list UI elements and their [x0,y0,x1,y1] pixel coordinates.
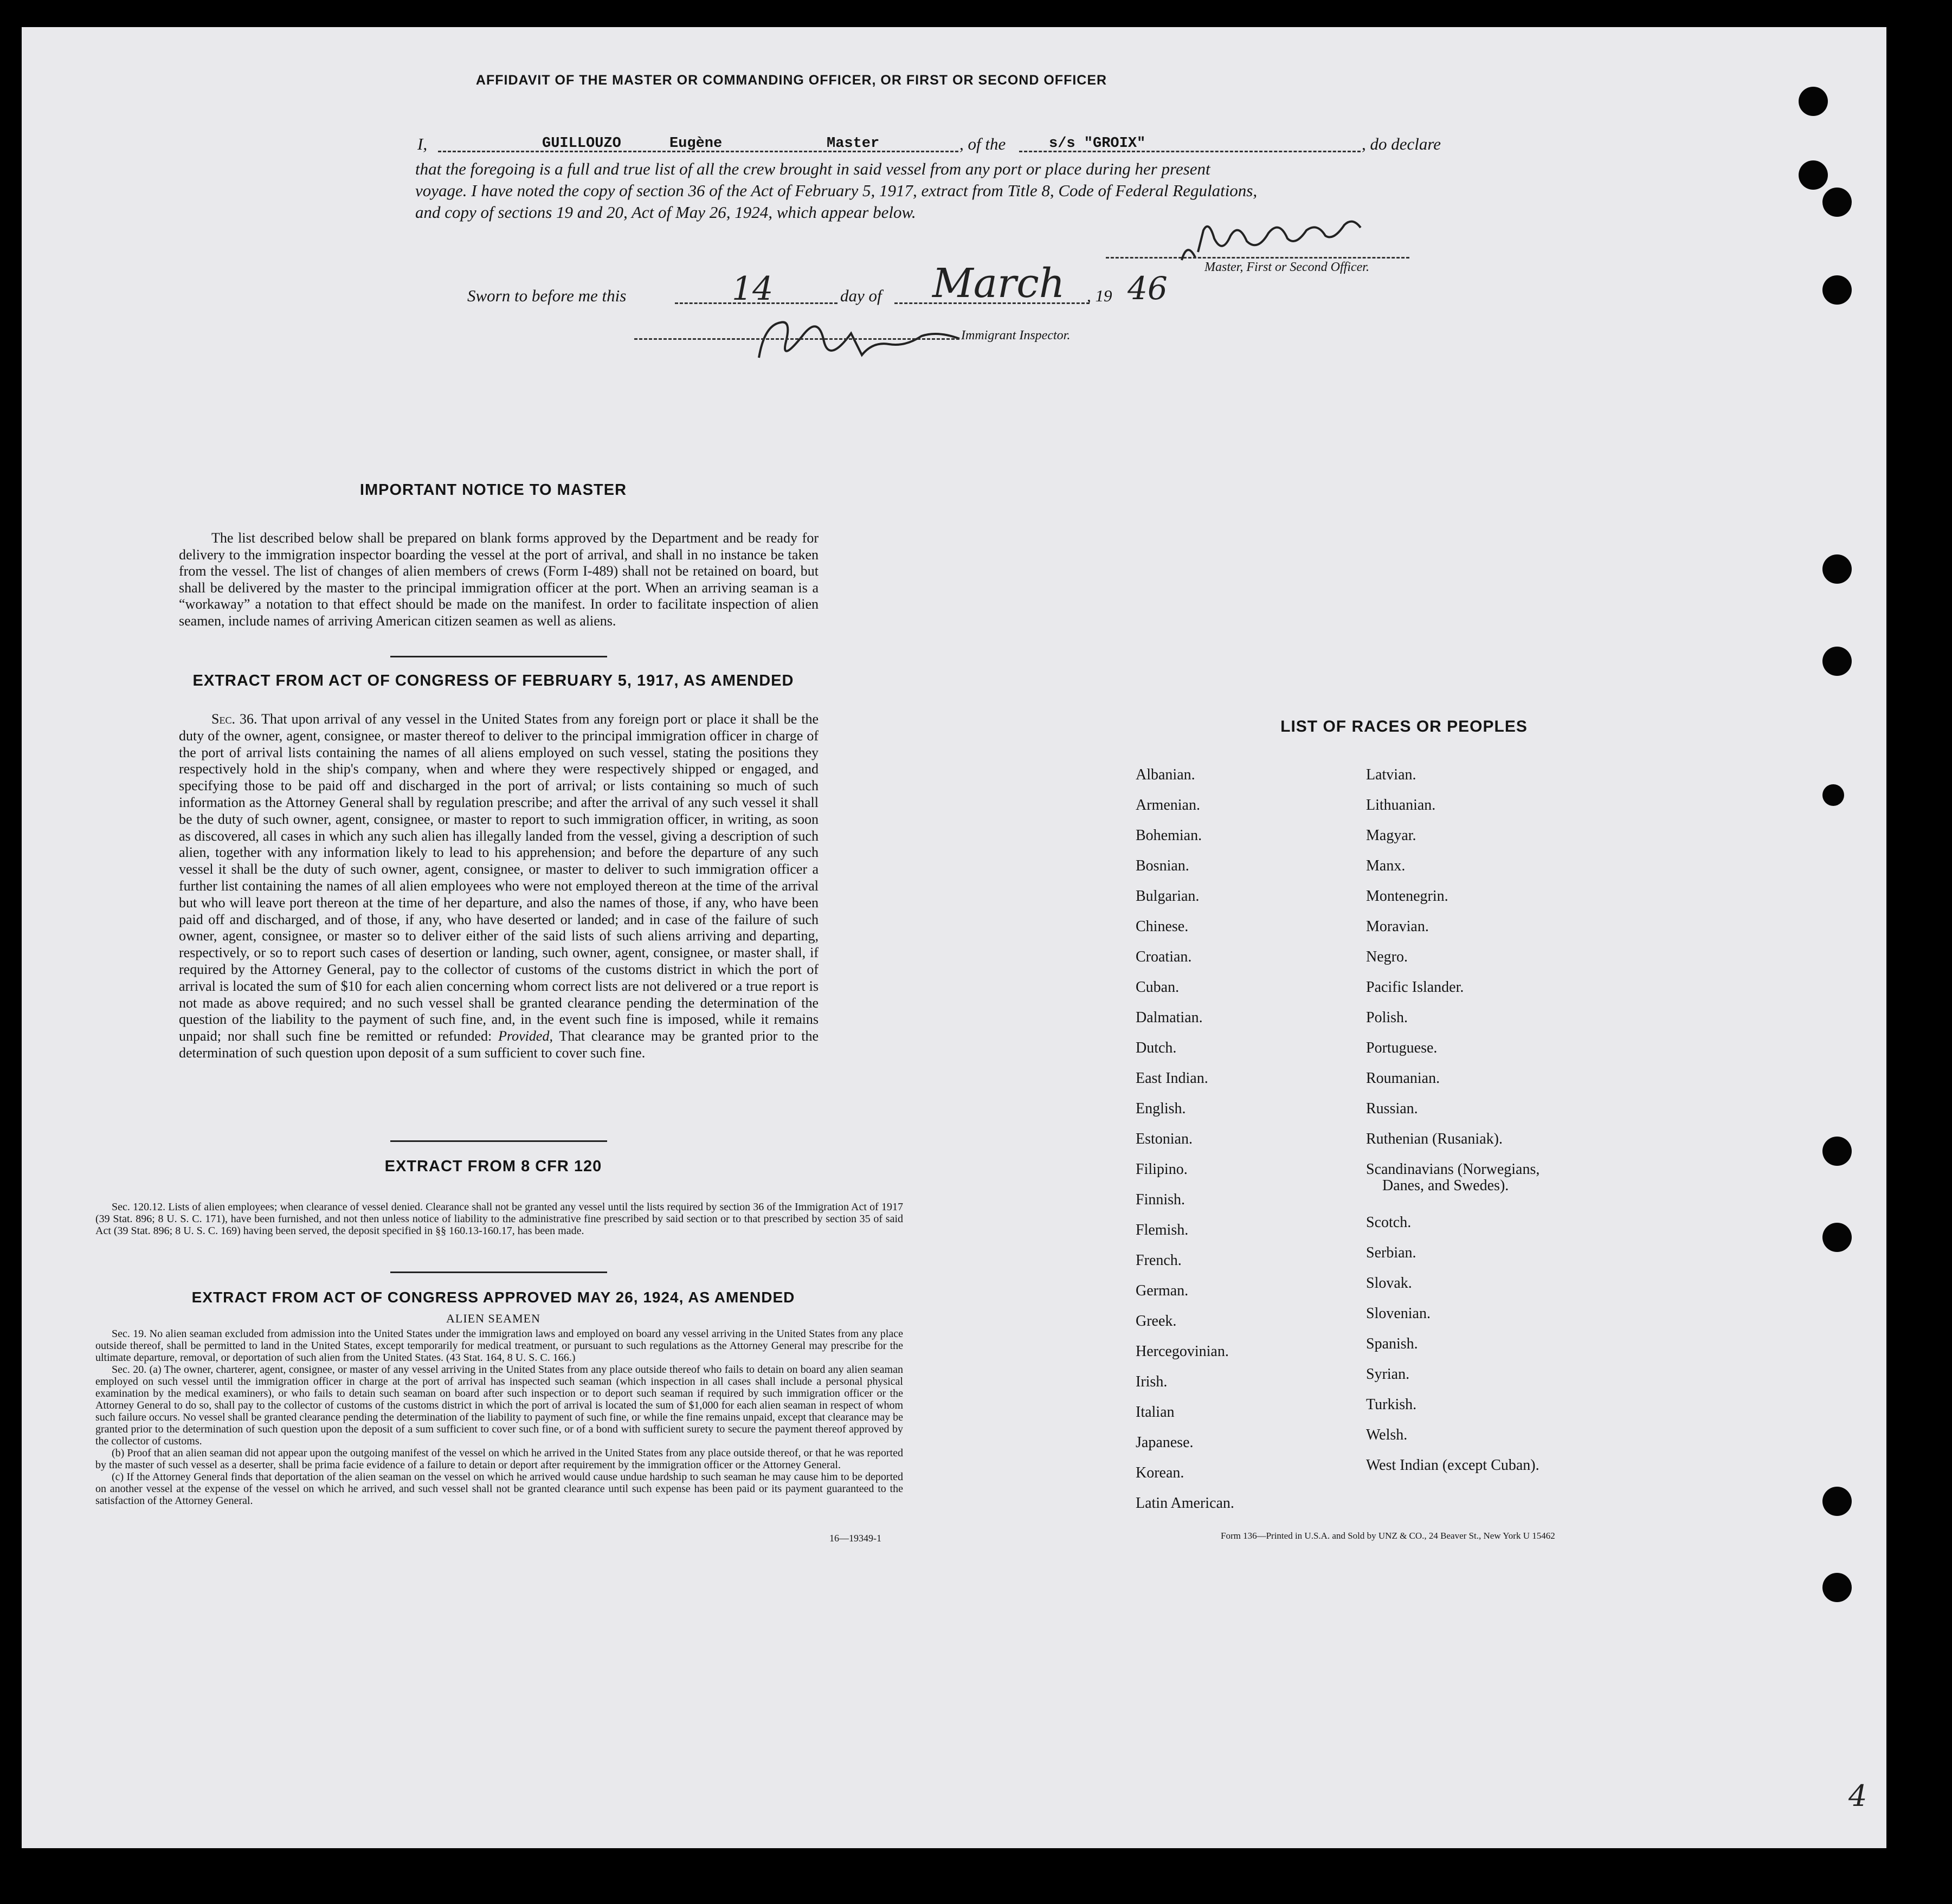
divider [390,656,607,657]
race-item: Hercegovinian. [1136,1343,1229,1360]
punch-hole [1822,1487,1852,1516]
race-item: Manx. [1366,857,1406,874]
sworn-day: 14 [732,270,774,308]
race-item: West Indian (except Cuban). [1366,1457,1539,1474]
race-item: Finnish. [1136,1191,1186,1208]
race-item: Turkish. [1366,1396,1417,1413]
race-item: Danes, and Swedes). [1382,1177,1509,1194]
alien-seamen-subtitle: ALIEN SEAMEN [446,1312,540,1325]
declare-label: , do declare [1362,134,1441,153]
extract-1924-body [95,1328,903,1507]
document-page [22,27,1886,1848]
sec-36-label: Sec. 36. [211,711,257,727]
race-item: Syrian. [1366,1366,1410,1383]
race-item: Lithuanian. [1366,797,1436,814]
sec-20c-text: (c) If the Attorney General finds that deportation of the alien seaman on the vessel on which he arrived would cause undue hardship to such seaman he may cause him to be deported on another vessel at the expense of the vessel on which he arrived, and such vessel shall not be granted clearance until such expense has been paid or its payment guaranteed to the satisfaction of the Attorney General. [95,1471,903,1507]
race-item: Ruthenian (Rusaniak). [1366,1131,1503,1147]
master-given-name: Eugène [669,135,723,152]
race-item: Slovak. [1366,1275,1412,1292]
race-item: Polish. [1366,1009,1408,1026]
race-item: Dutch. [1136,1040,1177,1056]
race-item: Roumanian. [1366,1070,1440,1087]
race-item: Dalmatian. [1136,1009,1203,1026]
races-title: LIST OF RACES OR PEOPLES [1280,718,1528,735]
punch-hole [1822,647,1852,676]
master-surname: GUILLOUZO [542,135,621,152]
i-label: I, [417,134,428,153]
races-column-2 [1366,766,1648,1487]
race-item: Scandinavians (Norwegians, [1366,1161,1540,1178]
master-caption: Master, First or Second Officer. [1204,260,1369,274]
race-item: Cuban. [1136,979,1180,996]
race-item: Albanian. [1136,766,1195,783]
race-item: Latin American. [1136,1495,1234,1512]
race-item: Negro. [1366,948,1408,965]
race-item: Scotch. [1366,1214,1412,1231]
inspector-signature-line [634,338,959,340]
race-item: Croatian. [1136,948,1192,965]
race-item: Russian. [1366,1100,1418,1117]
extract-cfr-body: Sec. 120.12. Lists of alien employees; when clearance of vessel denied. Clearance shall not be granted any vessel until the lists required by section 36 of the Immigration Act of 1917 (39 Stat. 896; 8 U. S. C. 171), have been furnished, and not then unless notice of liability to the administrative fine prescribed by said section or to that prescribed by section 35 of said Act (39 Stat. 896; 8 U. S. C. 169) having been served, the deposit specified in §§ 160.13-160.17, has been made. [95,1201,903,1237]
race-item: English. [1136,1100,1186,1117]
affidavit-title: AFFIDAVIT OF THE MASTER OR COMMANDING OFFICER, OR FIRST OR SECOND OFFICER [475,73,1107,88]
sworn-month: March [932,260,1065,307]
sec-36-text-end: That clearance may be granted prior to the determination of such question upon deposit of a sum sufficient to cover such fine. [179,1028,819,1061]
punch-hole [1822,554,1852,584]
inspector-caption: Immigrant Inspector. [961,328,1071,343]
race-item: Magyar. [1366,827,1416,844]
race-item: Korean. [1136,1464,1184,1481]
punch-hole [1822,188,1852,217]
form-code: 16—19349-1 [829,1533,881,1544]
race-item: Portuguese. [1366,1040,1438,1056]
race-item: Bohemian. [1136,827,1202,844]
extract-cfr-title: EXTRACT FROM 8 CFR 120 [384,1158,602,1175]
statement-line-2: voyage. I have noted the copy of section 36 of the Act of February 5, 1917, extract from Title 8, Code of Federal Regulations, [415,181,1258,200]
race-item: Bosnian. [1136,857,1189,874]
race-item: Flemish. [1136,1222,1189,1238]
sec-36-text: That upon arrival of any vessel in the United States from any foreign port or place it shall be the duty of the owner, agent, consignee, or master thereof to deliver to the principal immigration officer in charge of the port of arrival lists containing the names of all aliens employed on such vessel, stating the positions they respectively hold in the ship's company, when and where they were respectively shipped or engaged, and specifying those to be paid off and discharged in the port of arrival; or lists containing so much of such information as the Attorney General shall by regulation prescribe; and after the arrival of any such vessel it shall be the duty of such owner, agent, consignee, or master to report to such immigration officer, in writing, as soon as discovered, all cases in which any such alien has illegally landed from the vessel, giving a description of such alien, together with any information likely to lead to his apprehension; and before the departure of any such vessel it shall be the duty of such owner, agent, consignee, or master to deliver to such immigration officer a further list containing the names of all alien employees who were not employed thereon at the time of the arrival but who will leave port thereon at the time of her departure, and also the names of those, if any, who have been paid off and discharged, and of those, if any, who have deserted or landed; and in case of the failure of such owner, agent, consignee, or master so to deliver either of the said lists of such aliens arriving and departing, respectively, or so to report such cases of desertion or landing, such owner, agent, consignee, or master shall, if required by the Attorney General, pay to the collector of customs of the customs district in which the port of arrival is located the sum of $10 for each alien concerning whom correct lists are not delivered or a true report is not made as above required; and no such vessel shall be granted clearance pending the determination of the question of the liability to the payment of such fine, and, in the event such fine is imposed, while it remains unpaid; nor shall such fine be remitted or refunded: [179,711,819,1044]
punch-hole [1822,1137,1852,1166]
race-item: Montenegrin. [1366,888,1448,905]
punch-hole [1822,1223,1852,1252]
master-rank: Master [827,135,880,152]
vessel-name: s/s "GROIX" [1049,135,1146,152]
race-item: French. [1136,1252,1182,1269]
race-item: Moravian. [1366,918,1429,935]
extract-1917-body [179,711,819,1062]
punch-hole [1799,87,1828,116]
race-item: Spanish. [1366,1335,1418,1352]
punch-hole [1822,275,1852,305]
printer-footer: Form 136—Printed in U.S.A. and Sold by UNZ & CO., 24 Beaver St., New York U 15462 [1221,1531,1555,1541]
statement-line-3: and copy of sections 19 and 20, Act of May 26, 1924, which appear below. [415,203,916,222]
race-item: Greek. [1136,1313,1177,1329]
race-item: German. [1136,1282,1189,1299]
day-of-label: day of [840,286,882,305]
race-item: Chinese. [1136,918,1189,935]
corner-page-mark: 4 [1848,1779,1867,1813]
race-item: Filipino. [1136,1161,1188,1178]
sworn-year: 46 [1128,270,1168,307]
extract-1924-title: EXTRACT FROM ACT OF CONGRESS APPROVED MAY 26, 1924, AS AMENDED [191,1289,795,1306]
sworn-label: Sworn to before me this [467,286,627,305]
year-prefix: , 19 [1087,286,1112,305]
race-item: Italian [1136,1404,1175,1421]
race-item: Estonian. [1136,1131,1193,1147]
master-signature-line [1106,257,1409,259]
statement-line-1: that the foregoing is a full and true list of all the crew brought in said vessel from any port or place during her present [415,159,1210,178]
provided-label: Provided, [498,1028,553,1044]
notice-title: IMPORTANT NOTICE TO MASTER [359,481,627,499]
divider [390,1140,607,1142]
race-item: Armenian. [1136,797,1200,814]
notice-body: The list described below shall be prepared on blank forms approved by the Department and be ready for delivery to the immigration inspector boarding the vessel at the port of arrival, and shall in no instance be taken from the vessel. The list of changes of alien members of crews (Form I-489) shall not be retained on board, but shall be delivered by the master to the principal immigration officer at the port. When an arriving seaman is a “workaway” a notation to that effect should be made on the manifest. In order to facilitate inspection of alien seamen, include names of arriving American citizen seamen as well as aliens. [179,530,819,629]
race-item: Welsh. [1366,1427,1408,1443]
race-item: Irish. [1136,1373,1168,1390]
sec-20b-text: (b) Proof that an alien seaman did not appear upon the outgoing manifest of the vessel on which he arrived in the United States from any place outside thereof, or that he was reported by the master of such vessel as a deserter, shall be prima facie evidence of a failure to detain or deport after requirement by the immigration officer or the Attorney General. [95,1447,903,1471]
race-item: Bulgarian. [1136,888,1200,905]
sec-20a-text: Sec. 20. (a) The owner, charterer, agent, consignee, or master of any vessel arriving in the United States from any place outside thereof who fails to detain on board any alien seaman employed on such vessel until the immigration officer in charge at the port of arrival has inspected such seaman (which inspection in all cases shall include a personal physical examination by the medical examiners), or who fails to detain such seaman on board after such inspection or to deport such seaman if required by such immigration officer or the Attorney General to do so, shall pay to the collector of customs of the customs district in which the port of arrival is located the sum of $1,000 for each alien seaman in respect of whom such failure occurs. No vessel shall be granted clearance pending the determination of the liability to payment of such fine, or while the fine remains unpaid, except that clearance may be granted prior to the determination of such question upon the deposit of a sum sufficient to cover such fine, or of a bond with sufficient surety to secure the payment thereof approved by the collector of customs. [95,1364,903,1447]
race-item: Slovenian. [1366,1305,1431,1322]
punch-hole [1822,784,1844,806]
divider [390,1272,607,1273]
race-item: East Indian. [1136,1070,1208,1087]
race-item: Japanese. [1136,1434,1194,1451]
punch-hole [1822,1573,1852,1602]
punch-hole [1799,160,1828,190]
extract-1917-title: EXTRACT FROM ACT OF CONGRESS OF FEBRUARY 5, 1917, AS AMENDED [192,672,794,689]
races-column-1 [1136,766,1352,1525]
of-the-label: , of the [959,134,1006,153]
race-item: Latvian. [1366,766,1416,783]
sec-19-text: Sec. 19. No alien seaman excluded from admission into the United States under the immigration laws and employed on board any vessel arriving in the United States from any place outside thereof, shall be permitted to land in the United States, except temporarily for medical treatment, or pursuant to such regulations as the Attorney General may prescribe for the ultimate departure, removal, or deportation of such alien from the United States. (43 Stat. 164, 8 U. S. C. 166.) [95,1328,903,1364]
race-item: Serbian. [1366,1244,1416,1261]
race-item: Pacific Islander. [1366,979,1464,996]
